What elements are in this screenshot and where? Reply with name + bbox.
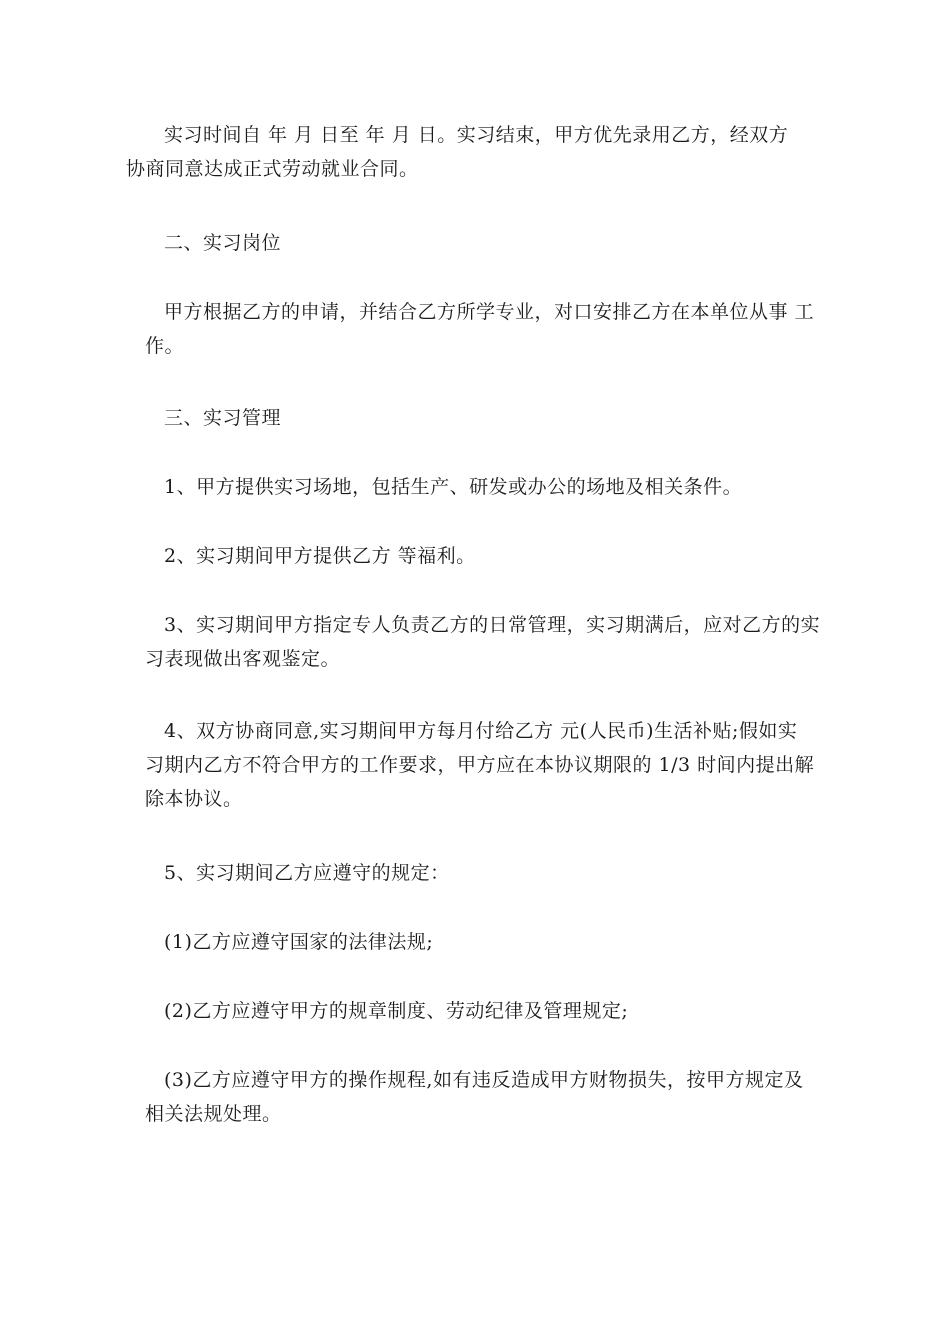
paragraph-line: 2、实习期间甲方提供乙方 等福利。 [164, 545, 476, 567]
clause-4 [145, 714, 815, 816]
clause-2 [145, 539, 810, 573]
paragraph-line: 实习时间自 年 月 日至 年 月 日。实习结束，甲方优先录用乙方，经双方 [164, 124, 789, 146]
rule-1 [145, 925, 810, 959]
paragraph-line: 5、实习期间乙方应遵守的规定： [164, 862, 450, 884]
clause-5 [145, 856, 810, 890]
heading-text: 二、实习岗位 [164, 232, 282, 254]
rule-3 [145, 1063, 810, 1131]
paragraph-line: 协商同意达成正式劳动就业合同。 [126, 158, 419, 180]
paragraph-line: (2)乙方应遵守甲方的规章制度、劳动纪律及管理规定; [164, 1000, 629, 1022]
section-heading-internship-management [145, 401, 810, 435]
paragraph-line: 习期内乙方不符合甲方的工作要求，甲方应在本协议期限的 1/3 时间内提出解 [145, 754, 815, 776]
paragraph-line: 4、双方协商同意,实习期间甲方每月付给乙方 元(人民币)生活补贴;假如实 [164, 720, 798, 742]
paragraph-line: 作。 [145, 335, 185, 357]
heading-text: 三、实习管理 [164, 407, 282, 429]
paragraph-line: (1)乙方应遵守国家的法律法规; [164, 931, 434, 953]
paragraph-position-assignment [145, 295, 815, 363]
paragraph-line: 3、实习期间甲方指定专人负责乙方的日常管理，实习期满后，应对乙方的实 [164, 614, 821, 636]
paragraph-line: (3)乙方应遵守甲方的操作规程,如有违反造成甲方财物损失，按甲方规定及 [164, 1069, 804, 1091]
paragraph-line: 除本协议。 [145, 788, 243, 810]
paragraph-line: 相关法规处理。 [145, 1103, 282, 1125]
section-heading-internship-position [145, 226, 810, 260]
paragraph-line: 1、甲方提供实习场地，包括生产、研发或办公的场地及相关条件。 [164, 476, 743, 498]
paragraph-line: 甲方根据乙方的申请，并结合乙方所学专业，对口安排乙方在本单位从事 工 [164, 301, 815, 323]
clause-1 [145, 470, 810, 504]
paragraph-line: 习表现做出客观鉴定。 [145, 648, 341, 670]
paragraph-internship-period [126, 118, 810, 186]
rule-2 [145, 994, 810, 1028]
clause-3 [145, 608, 821, 676]
